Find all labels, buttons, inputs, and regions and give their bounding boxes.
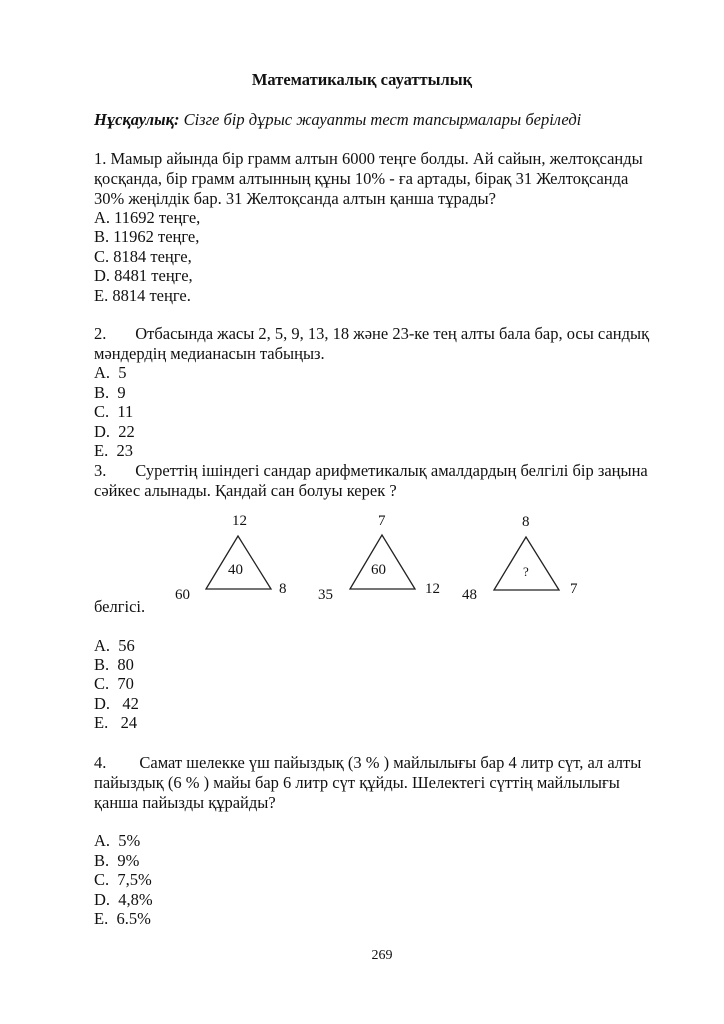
question-text-line: қанша пайызды құрайды? (94, 793, 276, 812)
triangle-2-left: 35 (318, 587, 333, 603)
answer-option-c: C. 70 (94, 674, 134, 693)
triangle-2-center: 60 (371, 562, 386, 578)
answer-option-e: E. 24 (94, 713, 138, 732)
answer-option-e: E. 8814 теңге. (94, 286, 191, 305)
question-text-line: 2. Отбасында жасы 2, 5, 9, 13, 18 және 23-ке тең алты бала бар, осы сандық (94, 324, 650, 343)
instructions-label: Нұсқаулық: (94, 110, 180, 129)
question-text-line: пайыздық (6 % ) майы бар 6 литр сүт құйды. Шелектегі сүттің майлылығы (94, 773, 620, 792)
answer-option-a: A. 5% (94, 831, 141, 850)
answer-option-d: D. 8481 теңге, (94, 266, 193, 285)
answer-option-e: E. 6.5% (94, 909, 151, 928)
answer-option-a: A. 5 (94, 363, 127, 382)
figure-caption: белгісі. (94, 597, 146, 616)
triangle-3-top: 8 (522, 514, 530, 530)
answer-option-c: C. 8184 теңге, (94, 247, 192, 266)
answer-option-d: D. 22 (94, 422, 135, 441)
question-text-line: мәндердің медианасын табыңыз. (94, 344, 325, 363)
triangle-1-center: 40 (228, 562, 243, 578)
question-text-line: 30% жеңілдік бар. 31 Желтоқсанда алтын қанша тұрады? (94, 189, 496, 208)
question-text-line: 4. Самат шелекке үш пайыздық (3 % ) майлылығы бар 4 литр сүт, ал алты (94, 753, 642, 772)
question-text-line: 3. Суреттің ішіндегі сандар арифметикалық амалдардың белгілі бір заңына (94, 461, 648, 480)
answer-option-d: D. 4,8% (94, 890, 153, 909)
triangle-1-right: 8 (279, 581, 287, 597)
triangle-1-left: 60 (175, 587, 190, 603)
answer-option-a: A. 11692 теңге, (94, 208, 201, 227)
triangle-2-top: 7 (378, 513, 386, 529)
triangle-3-right: 7 (570, 581, 578, 597)
page-number: 269 (371, 948, 393, 963)
triangle-1-top: 12 (232, 513, 247, 529)
triangle-2-right: 12 (425, 581, 440, 597)
answer-option-c: C. 11 (94, 402, 134, 421)
answer-option-e: E. 23 (94, 441, 133, 460)
instructions-text: Сізге бір дұрыс жауапты тест тапсырмалары беріледі (179, 110, 582, 129)
question-text-line: сәйкес алынады. Қандай сан болуы керек ? (94, 481, 397, 500)
page-title: Математикалық сауаттылық (251, 70, 473, 89)
answer-option-b: B. 80 (94, 655, 134, 674)
answer-option-b: B. 9% (94, 851, 140, 870)
question-text-line: қосқанда, бір грамм алтынның құны 10% - ға артады, бірақ 31 Желтоқсанда (94, 169, 629, 188)
triangle-3-center: ? (523, 564, 529, 579)
answer-option-c: C. 7,5% (94, 870, 152, 889)
answer-option-d: D. 42 (94, 694, 139, 713)
triangle-3-left: 48 (462, 587, 477, 603)
answer-option-b: B. 9 (94, 383, 126, 402)
answer-option-b: B. 11962 теңге, (94, 227, 200, 246)
question-text-line: 1. Мамыр айында бір грамм алтын 6000 теңге болды. Ай сайын, желтоқсанды (94, 149, 643, 168)
answer-option-a: A. 56 (94, 636, 135, 655)
